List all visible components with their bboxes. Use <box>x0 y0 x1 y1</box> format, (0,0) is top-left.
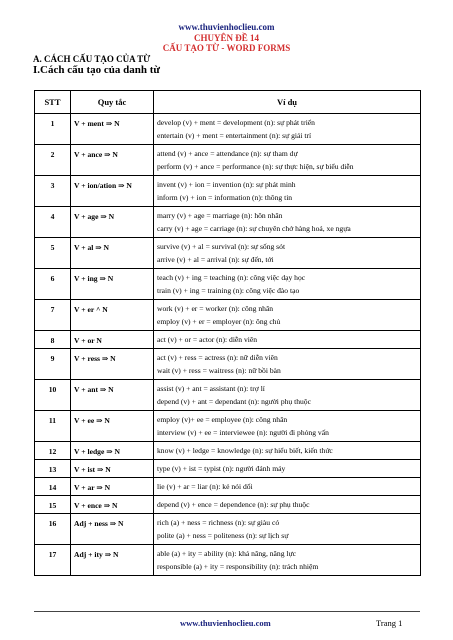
example-line: carry (v) + age = carriage (n): sự chuyên chở hàng hoá, xe ngựa <box>157 224 351 233</box>
example-line: polite (a) + ness = politeness (n): sự lịch sự <box>157 531 289 540</box>
example-line: interview (v) + ee = interviewee (n): người đi phỏng vấn <box>157 428 329 437</box>
table-row <box>35 114 421 145</box>
chuyen-de-label: CHUYÊN ĐỀ 14 <box>193 33 259 43</box>
example-line: depend (v) + ant = dependant (n): người phụ thuộc <box>157 397 311 406</box>
table-row <box>35 207 421 238</box>
row-examples <box>154 331 421 349</box>
row-rule: V + or N <box>71 331 154 349</box>
page-number: Trang 1 <box>376 618 403 628</box>
footer-divider <box>34 611 420 612</box>
table-row <box>35 300 421 331</box>
example-line: work (v) + er = worker (n): công nhân <box>157 304 274 313</box>
table-row <box>35 496 421 514</box>
example-line: employ (v)+ ee = employee (n): công nhân <box>157 415 288 424</box>
table-row <box>35 460 421 478</box>
header-site-link[interactable]: www.thuvienhoclieu.com <box>178 22 275 32</box>
row-examples <box>154 207 421 238</box>
row-stt: 1 <box>35 114 71 145</box>
row-stt: 10 <box>35 380 71 411</box>
example-line: entertain (v) + ment = entertainment (n): sự giải trí <box>157 131 312 140</box>
row-rule: V + er ^ N <box>71 300 154 331</box>
row-stt: 9 <box>35 349 71 380</box>
row-stt: 5 <box>35 238 71 269</box>
header-example: Ví dụ <box>154 91 421 114</box>
example-line: attend (v) + ance = attendance (n): sự tham dự <box>157 149 298 158</box>
row-rule: Adj + ity ⇒ N <box>71 545 154 576</box>
row-stt: 6 <box>35 269 71 300</box>
table-row <box>35 478 421 496</box>
example-line: type (v) + ist = typist (n): người đánh máy <box>157 464 286 473</box>
header-stt: STT <box>35 91 71 114</box>
row-stt: 11 <box>35 411 71 442</box>
example-line: marry (v) + age = marriage (n): hôn nhân <box>157 211 283 220</box>
table-header-row <box>35 91 421 114</box>
row-stt: 3 <box>35 176 71 207</box>
example-line: survive (v) + al = survival (n): sự sống sót <box>157 242 286 251</box>
row-examples <box>154 238 421 269</box>
row-examples <box>154 478 421 496</box>
row-rule: V + ant ⇒ N <box>71 380 154 411</box>
example-line: act (v) + ress = actress (n): nữ diễn viên <box>157 353 278 362</box>
section-i-heading: I.Cách cấu tạo của danh từ <box>33 64 161 76</box>
row-examples <box>154 269 421 300</box>
row-rule: Adj + ness ⇒ N <box>71 514 154 545</box>
row-stt: 7 <box>35 300 71 331</box>
row-rule: V + ist ⇒ N <box>71 460 154 478</box>
row-examples <box>154 176 421 207</box>
row-stt: 16 <box>35 514 71 545</box>
example-line: arrive (v) + al = arrival (n): sự đến, tới <box>157 255 274 264</box>
row-examples <box>154 380 421 411</box>
section-a-heading: A. CÁCH CẤU TẠO CỦA TỪ <box>33 54 151 64</box>
example-line: depend (v) + ence = dependence (n): sự phụ thuộc <box>157 500 310 509</box>
row-stt: 12 <box>35 442 71 460</box>
row-examples <box>154 496 421 514</box>
row-rule: V + ee ⇒ N <box>71 411 154 442</box>
row-stt: 13 <box>35 460 71 478</box>
example-line: teach (v) + ing = teaching (n): công việc dạy học <box>157 273 306 282</box>
row-rule: V + ance ⇒ N <box>71 145 154 176</box>
row-stt: 8 <box>35 331 71 349</box>
row-stt: 2 <box>35 145 71 176</box>
row-examples <box>154 114 421 145</box>
footer-site-link[interactable]: www.thuvienhoclieu.com <box>180 618 271 628</box>
example-line: perform (v) + ance = performance (n): sự thực hiện, sự biểu diễn <box>157 162 354 171</box>
row-rule: V + ing ⇒ N <box>71 269 154 300</box>
example-line: train (v) + ing = training (n): công việc đào tạo <box>157 286 300 295</box>
word-forms-table <box>34 90 421 576</box>
example-line: act (v) + or = actor (n): diễn viên <box>157 335 258 344</box>
table-row <box>35 514 421 545</box>
row-examples <box>154 514 421 545</box>
example-line: employ (v) + er = employer (n): ông chủ <box>157 317 281 326</box>
example-line: develop (v) + ment = development (n): sự phát triển <box>157 118 315 127</box>
example-line: rich (a) + ness = richness (n): sự giàu có <box>157 518 280 527</box>
row-rule: V + ar ⇒ N <box>71 478 154 496</box>
table-row <box>35 145 421 176</box>
example-line: know (v) + ledge = knowledge (n): sự hiểu biết, kiến thức <box>157 446 333 455</box>
table-row <box>35 269 421 300</box>
row-examples <box>154 300 421 331</box>
example-line: invent (v) + ion = invention (n): sự phát minh <box>157 180 296 189</box>
table-row <box>35 545 421 576</box>
example-line: wait (v) + ress = waitress (n): nữ bồi bàn <box>157 366 281 375</box>
row-stt: 14 <box>35 478 71 496</box>
table-row <box>35 238 421 269</box>
table-row <box>35 442 421 460</box>
table-row <box>35 331 421 349</box>
row-rule: V + ment ⇒ N <box>71 114 154 145</box>
row-examples <box>154 411 421 442</box>
row-rule: V + ion/ation ⇒ N <box>71 176 154 207</box>
row-stt: 4 <box>35 207 71 238</box>
row-rule: V + ence ⇒ N <box>71 496 154 514</box>
example-line: responsible (a) + ity = responsibility (n): trách nhiệm <box>157 562 319 571</box>
row-rule: V + al ⇒ N <box>71 238 154 269</box>
row-rule: V + ledge ⇒ N <box>71 442 154 460</box>
table-row <box>35 411 421 442</box>
example-line: lie (v) + ar = liar (n): kẻ nói dối <box>157 482 253 491</box>
header-rule: Quy tắc <box>71 91 154 114</box>
row-examples <box>154 460 421 478</box>
table-row <box>35 176 421 207</box>
row-examples <box>154 145 421 176</box>
row-examples <box>154 349 421 380</box>
example-line: inform (v) + ion = information (n): thông tin <box>157 193 293 202</box>
row-examples <box>154 442 421 460</box>
row-stt: 17 <box>35 545 71 576</box>
row-rule: V + ress ⇒ N <box>71 349 154 380</box>
document-title: CẤU TẠO TỪ - WORD FORMS <box>162 43 291 53</box>
table-row <box>35 349 421 380</box>
example-line: able (a) + ity = ability (n): khả năng, năng lực <box>157 549 296 558</box>
row-examples <box>154 545 421 576</box>
table-body <box>35 114 421 576</box>
table-row <box>35 380 421 411</box>
row-stt: 15 <box>35 496 71 514</box>
example-line: assist (v) + ant = assistant (n): trợ lí <box>157 384 265 393</box>
row-rule: V + age ⇒ N <box>71 207 154 238</box>
